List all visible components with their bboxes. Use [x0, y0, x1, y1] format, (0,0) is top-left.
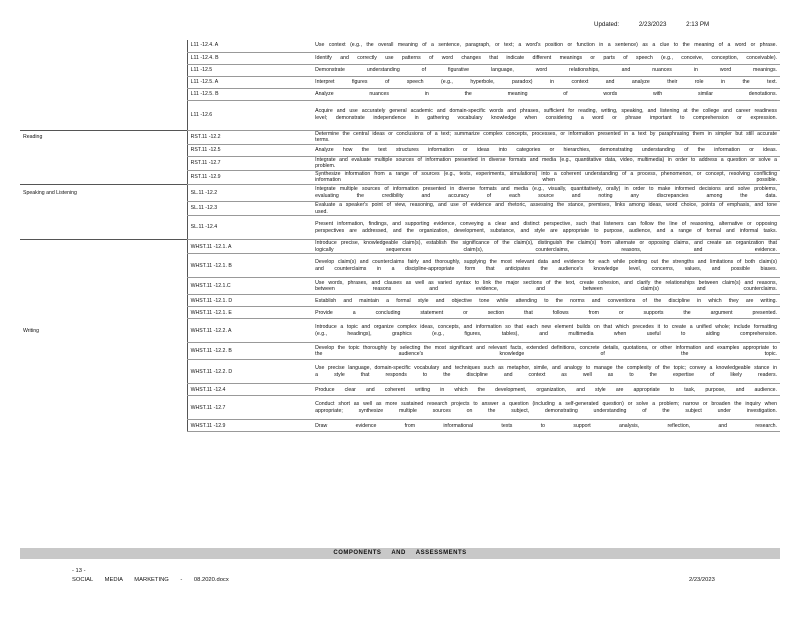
standard-text: Synthesize information from a range of sources (e.g., texts, experiments, simulations) into a coherent understanding of a process, phenomenon, or concept, resolving conflicting information when possible. — [315, 170, 777, 184]
standard-text: Use words, phrases, and clauses as well as varied syntax to link the major sections of the text, create cohesion, and clarify the relationships between claim(s) and reasons, between reasons and evidence, and between claim(s) and counterclaims. — [315, 279, 777, 293]
table-row — [20, 295, 780, 307]
table-row — [20, 343, 780, 360]
standard-text: Introduce a topic and organize complex ideas, concepts, and information so that each new element builds on that which precedes it to create a unified whole; include formatting (e.g., headings), graphics (e.g., figures, tables), and multimedia when useful to aiding comprehension. — [315, 324, 777, 337]
standard-text: Produce clear and coherent writing in which the development, organization, and style are appropriate to task, purpose, and audience. — [315, 386, 777, 393]
strand-cell — [20, 216, 187, 240]
standard-description — [312, 319, 780, 343]
standard-description — [312, 216, 780, 240]
table-row — [20, 254, 780, 278]
standard-description — [312, 420, 780, 432]
standard-description — [312, 295, 780, 307]
standard-code: L11 -12.6 — [187, 100, 312, 130]
standard-code: WHST.11 -12.1. B — [187, 254, 312, 278]
strand-cell — [20, 240, 187, 254]
standard-code: WHST.11 -12.2. D — [187, 360, 312, 384]
strand-cell — [20, 144, 187, 156]
standard-text: Develop claim(s) and counterclaims fairly and thoroughly, supplying the most relevant data and evidence for each while pointing out the strengths and limitations of both claim(s) and counterclaims in a discipline-appropriate form that anticipates the audience's knowledge level, concerns, values, and possible biases. — [315, 259, 777, 272]
standard-text: Introduce precise, knowledgeable claim(s), establish the significance of the claim(s), distinguish the claim(s) from alternate or opposing claims, and create an organization that logically sequences claim(s), counterclaims, reasons, and evidence. — [315, 240, 777, 253]
table-row — [20, 319, 780, 343]
standard-text: Develop the topic thoroughly by selecting the most significant and relevant facts, extended definitions, concrete details, quotations, or other information and examples appropriate to the audience's knowledge of the topic. — [315, 344, 777, 358]
standard-code: SL.11 -12.2 — [187, 185, 312, 202]
standard-description — [312, 40, 780, 52]
table-row — [20, 185, 780, 202]
standard-description — [312, 254, 780, 278]
strand-cell — [20, 52, 187, 64]
standard-description — [312, 343, 780, 360]
strand-cell — [20, 343, 187, 360]
strand-cell — [20, 295, 187, 307]
standard-text: Interpret figures of speech (e.g., hyperbole, paradox) in context and analyze their role in the text. — [315, 78, 777, 85]
page-number: - 13 - — [72, 568, 86, 574]
standard-text: Use precise language, domain-specific vocabulary and techniques such as metaphor, simile, and analogy to manage the complexity of the topic; convey a knowledgeable stance in a style that responds to the discipline and context as well as to the expertise of likely readers. — [315, 365, 777, 378]
strand-cell: Writing — [23, 327, 40, 334]
standard-code: SL.11 -12.4 — [187, 216, 312, 240]
table-row — [20, 52, 780, 64]
section-banner: COMPONENTS AND ASSESSMENTS — [20, 548, 780, 559]
standard-description — [312, 384, 780, 396]
standard-text: Acquire and use accurately general academic and domain-specific words and phrases, sufficient for reading, writing, speaking, and listening at the college and career readiness level; demonstrate independence in gathering vocabulary knowledge when considering a word or phrase important to comprehension or expression. — [315, 108, 777, 121]
table-row — [20, 240, 780, 254]
standard-description — [312, 185, 780, 202]
standard-code: WHST.11 -12.1. E — [187, 307, 312, 319]
table-row — [20, 396, 780, 420]
standard-text: Integrate multiple sources of information presented in diverse formats and media (e.g., visually, quantitatively, orally) in order to make informed decisions and solve problems, evaluating the credibility and accuracy of each source and noting any discrepancies among the data. — [315, 186, 777, 200]
strand-cell — [20, 307, 187, 319]
footer-date: 2/23/2023 — [689, 577, 715, 583]
standard-text: Conduct short as well as more sustained research projects to answer a question (including a self-generated question) or solve a problem; narrow or broaden the inquiry when appropriate; synthesize multiple sources on the subject, demonstrating understanding of the subject under investigation. — [315, 401, 777, 414]
standard-code: WHST.11 -12.4 — [187, 384, 312, 396]
standard-text: Draw evidence from informational texts to support analysis, reflection, and research. — [315, 422, 777, 429]
standard-code: L11 -12.4. A — [187, 40, 312, 52]
standard-code: RST.11 -12.7 — [187, 156, 312, 170]
table-row — [20, 278, 780, 295]
standard-text: Integrate and evaluate multiple sources of information presented in diverse formats and media (e.g., quantitative data, video, multimedia) in order to address a question or solve a problem. — [315, 156, 777, 170]
standard-code: WHST.11 -12.1.C — [187, 278, 312, 295]
standard-code: WHST.11 -12.2. A — [187, 319, 312, 343]
standard-code: SL.11 -12.3 — [187, 202, 312, 216]
standard-code: WHST.11 -12.1. D — [187, 295, 312, 307]
standard-code: WHST.11 -12.7 — [187, 396, 312, 420]
table-row — [20, 202, 780, 216]
standard-text: Analyze nuances in the meaning of words with similar denotations. — [315, 90, 777, 97]
standard-text: Provide a concluding statement or section that follows from or supports the argument presented. — [315, 309, 777, 316]
strand-cell — [20, 396, 187, 420]
table-row — [20, 130, 780, 144]
strand-cell — [20, 278, 187, 295]
table-row — [20, 156, 780, 170]
strand-cell — [20, 202, 187, 216]
standard-code: L11 -12.5. B — [187, 88, 312, 100]
file-name: SOCIAL MEDIA MARKETING - 08.2020.docx — [72, 577, 229, 583]
table-row — [20, 170, 780, 184]
standard-code: WHST.11 -12.1. A — [187, 240, 312, 254]
standard-text: Establish and maintain a formal style and objective tone while attending to the norms and conventions of the discipline in which they are writing. — [315, 297, 777, 304]
strand-cell — [20, 76, 187, 88]
standard-code: WHST.11 -12.9 — [187, 420, 312, 432]
strand-cell — [20, 88, 187, 100]
standard-text: Evaluate a speaker's point of view, reasoning, and use of evidence and rhetoric, assessing the stance, premises, links among ideas, word choice, points of emphasis, and tone used. — [315, 202, 777, 215]
table-row — [20, 64, 780, 76]
standard-description — [312, 307, 780, 319]
strand-cell — [20, 156, 187, 170]
standard-description — [312, 100, 780, 130]
standard-text: Identify and correctly use patterns of word changes that indicate different meanings or parts of speech (e.g., conceive, conception, conceivable). — [315, 54, 777, 61]
strand-cell — [20, 170, 187, 184]
table-row — [20, 76, 780, 88]
standard-description — [312, 170, 780, 184]
standard-description — [312, 156, 780, 170]
table-row — [20, 88, 780, 100]
standard-description — [312, 130, 780, 144]
strand-cell — [20, 40, 187, 52]
table-row — [20, 144, 780, 156]
standard-description — [312, 88, 780, 100]
standard-text: Determine the central ideas or conclusions of a text; summarize complex concepts, processes, or information presented in a text by paraphrasing them in simpler but still accurate terms. — [315, 130, 777, 144]
updated-stamp — [594, 21, 727, 28]
standard-code: RST.11 -12.5 — [187, 144, 312, 156]
table-row — [20, 40, 780, 52]
standard-description — [312, 202, 780, 216]
standard-description — [312, 76, 780, 88]
strand-cell — [20, 420, 187, 432]
standard-description — [312, 240, 780, 254]
table-row — [20, 100, 780, 130]
standard-text: Demonstrate understanding of figurative language, word relationships, and nuances in word meanings. — [315, 66, 777, 73]
standard-text: Present information, findings, and supporting evidence, conveying a clear and distinct perspective, such that listeners can follow the line of reasoning, alternative or opposing perspectives are addressed, and the organization, development, substance, and style are appropriate to purpose, audience, and a range of formal and informal tasks. — [315, 221, 777, 234]
standard-description — [312, 64, 780, 76]
table-row — [20, 384, 780, 396]
updated-label: Updated: — [594, 21, 620, 28]
strand-cell — [20, 360, 187, 384]
standard-code: L11 -12.5 — [187, 64, 312, 76]
standard-code: L11 -12.5. A — [187, 76, 312, 88]
strand-cell — [20, 100, 187, 130]
strand-cell — [20, 64, 187, 76]
strand-cell — [20, 254, 187, 278]
strand-cell — [20, 384, 187, 396]
standard-description — [312, 396, 780, 420]
table-row — [20, 360, 780, 384]
table-row — [20, 216, 780, 240]
standards-table — [20, 40, 780, 432]
strand-cell: Speaking and Listening — [20, 185, 187, 202]
standard-description — [312, 360, 780, 384]
strand-cell: Reading — [20, 130, 187, 144]
standard-code: WHST.11 -12.2. B — [187, 343, 312, 360]
table-row — [20, 420, 780, 432]
standard-code: RST.11 -12.2 — [187, 130, 312, 144]
table-row — [20, 307, 780, 319]
updated-date: 2/23/2023 — [638, 21, 667, 28]
updated-time: 2:13 PM — [686, 21, 710, 28]
standard-text: Use context (e.g., the overall meaning of a sentence, paragraph, or text; a word's position or function in a sentence) as a clue to the meaning of a word or phrase. — [315, 42, 777, 49]
standard-code: L11 -12.4. B — [187, 52, 312, 64]
standard-description — [312, 144, 780, 156]
standard-description — [312, 52, 780, 64]
standard-description — [312, 278, 780, 295]
standard-text: Analyze how the text structures information or ideas into categories or hierarchies, demonstrating understanding of the information or ideas. — [315, 146, 777, 153]
standard-code: RST.11 -12.9 — [187, 170, 312, 184]
